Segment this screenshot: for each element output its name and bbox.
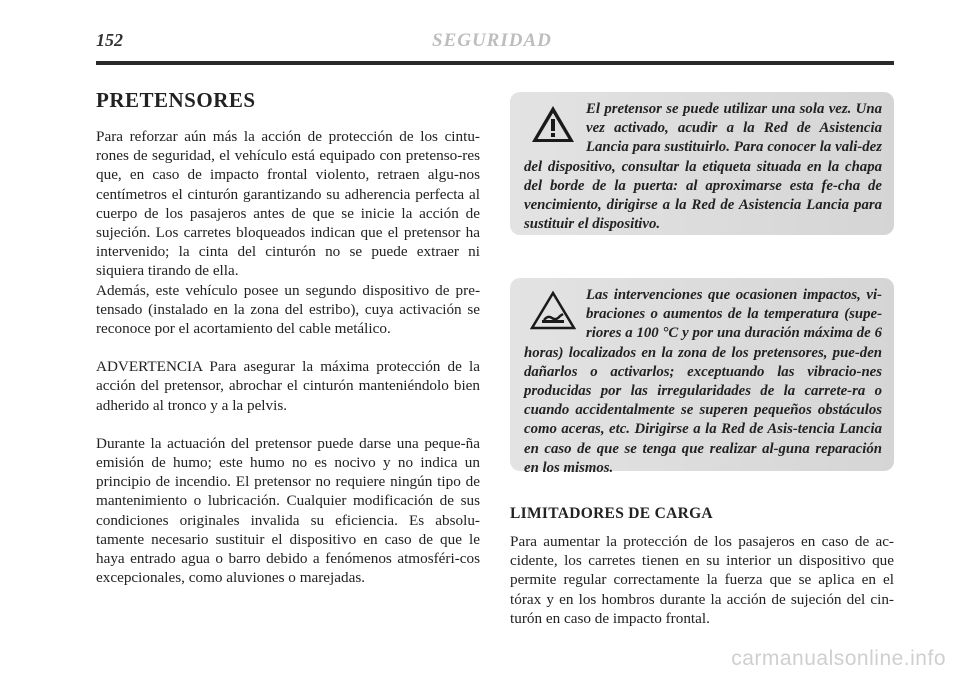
paragraph-second-device: Además, este vehículo posee un segundo dispositivo de pre-tensado (instalado en la zona del estribo), cuya activación se reconoce por el acortamiento del cable metálico. [96, 281, 480, 338]
running-header: SEGURIDAD [432, 30, 552, 51]
warning-box-single-use [510, 92, 894, 235]
load-limiters-section [510, 505, 894, 628]
load-limiters-text: Para aumentar la protección de los pasajeros en caso de ac-cidente, los carretes tienen en su interior un dispositivo que permite regular correctamente la fuerza que se aplica en el tórax y en los hombros durante la acción de sujeción del cin-turón en caso de impacto frontal. [510, 533, 894, 627]
warning-text-interventions: Las intervenciones que ocasionen impactos, vi-braciones o aumentos de la temperatura (supe-riores a 100 °C y por una duración máxima de 6 horas) localizados en la zona de los pretensores, pue-den dañarlos o activarlos; exceptuando las vibracio-nes producidas por las irregularidades de la carrete-ra o cuando accidentalmente se superen pequeños obstáculos como aceras, etc. Dirigirse a la Red de Asis-tencia Lancia en caso de que se tenga que realizar al-guna reparación en los mismos. [524, 287, 882, 476]
warning-box-interventions [510, 278, 894, 476]
paragraph-intro: Para reforzar aún más la acción de protección de los cintu-rones de seguridad, el vehículo está equipado con pretenso-res que, en caso de impacto frontal violento, retraen algu-nos centímetros el cinturón garantizando su adherencia perfecta al cuerpo de los pasajeros antes de que se inicie la acción de sujeción. Los carretes bloqueados indican que el pretensor ha intervenido; la cinta del cinturón no se puede extraer ni siquiera tirando de ella. [96, 128, 480, 280]
header-rule [96, 61, 894, 65]
section-title: PRETENSORES [96, 88, 256, 112]
danger-triangle-icon [530, 104, 576, 144]
paragraph-smoke: Durante la actuación del pretensor puede darse una peque-ña emisión de humo; este humo no es nocivo y no indica un principio de incendio. El pretensor no requiere ningún tipo de mantenimiento o lubricación. Cualquier modificación de sus condiciones originales invalida su eficiencia. Es absolu-tamente necesario sustituir el dispositivo en caso de que le haya entrado agua o barro debido a fenómenos atmosféri-cos excepcionales, como aluviones o marejadas. [96, 434, 480, 587]
warning-text-single-use: El pretensor se puede utilizar una sola vez. Una vez activado, acudir a la Red de Asistencia Lancia para sustituirlo. Para conocer la vali-dez del dispositivo, consultar la etiqueta situada en la chapa del borde de la puerta: al aproximarse esta fe-cha de vencimiento, dirigirse a la Red de Asistencia Lancia para sustituir el dispositivo. [524, 101, 882, 233]
caution-triangle-icon [530, 290, 576, 330]
main-column [96, 88, 480, 587]
paragraph-advertencia: ADVERTENCIA Para asegurar la máxima protección de la acción del pretensor, abrochar el cinturón manteniéndolo bien adherido al tronco y a la pelvis. [96, 358, 480, 414]
page-number: 152 [96, 30, 123, 50]
load-limiters-title: LIMITADORES DE CARGA [510, 505, 713, 522]
watermark: carmanualsonline.info [731, 647, 946, 670]
